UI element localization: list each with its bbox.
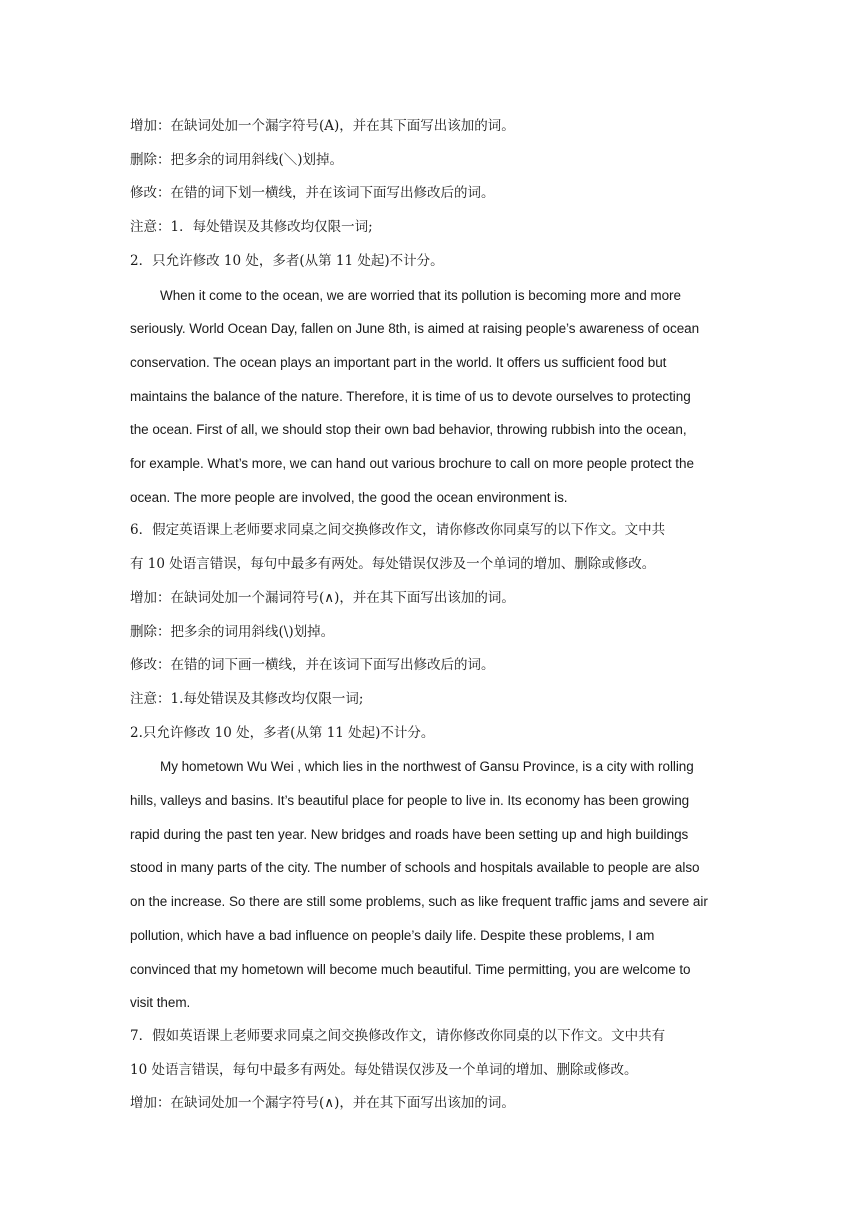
- passage-line: ocean. The more people are involved, the good the ocean environment is.: [130, 489, 568, 505]
- passage-line: conservation. The ocean plays an important part in the world. It offers us sufficient food but: [130, 354, 667, 370]
- question-7-prompt: 10 处语言错误，每句中最多有两处。每处错误仅涉及一个单词的增加、删除或修改。: [130, 1061, 638, 1078]
- question-6-prompt: 6．假定英语课上老师要求同桌之间交换修改作文，请你修改你同桌写的以下作文。文中共: [130, 522, 666, 539]
- instruction-modify: 修改：在错的词下画一横线，并在该词下面写出修改后的词。: [130, 657, 495, 674]
- passage-line: maintains the balance of the nature. Therefore, it is time of us to devote ourselves to protecting: [130, 388, 691, 404]
- instruction-note-2: 2．只允许修改 10 处，多者(从第 11 处起)不计分。: [130, 252, 444, 269]
- instruction-modify: 修改：在错的词下划一横线，并在该词下面写出修改后的词。: [130, 185, 495, 202]
- instruction-delete: 删除：把多余的词用斜线(＼)划掉。: [130, 151, 344, 168]
- instruction-delete: 删除：把多余的词用斜线(\)划掉。: [130, 623, 335, 640]
- passage-line: rapid during the past ten year. New bridges and roads have been setting up and high buildings: [130, 826, 689, 842]
- instruction-add: 增加：在缺词处加一个漏词符号(∧)，并在其下面写出该加的词。: [130, 589, 515, 606]
- passage-line: stood in many parts of the city. The number of schools and hospitals available to people are also: [130, 860, 700, 876]
- instruction-add: 增加：在缺词处加一个漏字符号(∧)，并在其下面写出该加的词。: [130, 1095, 515, 1112]
- passage-line: My hometown Wu Wei , which lies in the northwest of Gansu Province, is a city with rolling: [160, 759, 694, 775]
- passage-line: When it come to the ocean, we are worried that its pollution is becoming more and more: [160, 287, 681, 303]
- passage-line: pollution, which have a bad influence on people’s daily life. Despite these problems, I am: [130, 927, 655, 943]
- instruction-add: 增加：在缺词处加一个漏字符号(A)，并在其下面写出该加的词。: [130, 118, 515, 134]
- instruction-note-2: 2.只允许修改 10 处，多者(从第 11 处起)不计分。: [130, 724, 435, 741]
- question-6-prompt: 有 10 处语言错误，每句中最多有两处。每处错误仅涉及一个单词的增加、删除或修改。: [130, 556, 656, 573]
- passage-line: hills, valleys and basins. It’s beautiful place for people to live in. Its economy has been growing: [130, 793, 690, 809]
- passage-line: on the increase. So there are still some problems, such as like frequent traffic jams and severe air: [130, 894, 708, 910]
- question-7-prompt: 7．假如英语课上老师要求同桌之间交换修改作文，请你修改你同桌的以下作文。文中共有: [130, 1027, 666, 1044]
- document-body: [130, 110, 730, 1121]
- instruction-note-1: 注意：1.每处错误及其修改均仅限一词;: [130, 690, 364, 707]
- passage-line: seriously. World Ocean Day, fallen on June 8th, is aimed at raising people’s awareness of ocean: [130, 321, 700, 337]
- passage-line: for example. What’s more, we can hand out various brochure to call on more people protect the: [130, 456, 694, 472]
- passage-line: the ocean. First of all, we should stop their own bad behavior, throwing rubbish into the ocean,: [130, 422, 687, 438]
- passage-line: convinced that my hometown will become much beautiful. Time permitting, you are welcome to: [130, 961, 691, 977]
- instruction-note-1: 注意：1．每处错误及其修改均仅限一词;: [130, 219, 373, 236]
- passage-line: visit them.: [130, 995, 191, 1011]
